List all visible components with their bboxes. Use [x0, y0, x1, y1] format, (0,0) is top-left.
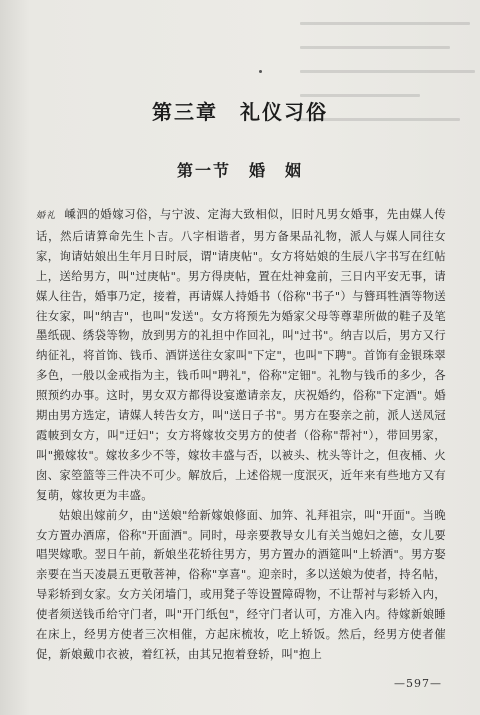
paragraph-lead: 婚礼 — [36, 211, 57, 221]
paragraph-text: 嵊泗的婚嫁习俗，与宁波、定海大致相似，旧时凡男女婚事，先由媒人传话，然后请算命先生卜吉。八字相谐者，男方备果品礼物，派人与媒人同往女家，询请姑娘出生年月日时辰，谓"请庚帖"。女方将姑娘的生辰八字书写在红帖上，送给男方，叫"过庚帖"。男方得庚帖，置在灶神龛前，三日内平安无事，请媒人往告，婚事乃定，接着，再请媒人持婚书（俗称"书子"）与簪珥牲酒等物送往女家，叫"纳吉"，也叫"发送"。女方将预先为婚家父母等尊辈所做的鞋子及笔墨纸砚、绣袋等物，放到男方的礼担中作回礼，叫"过书"。纳吉以后，男方又行纳征礼，将首饰、钱币、酒饼送往女家叫"下定"，也叫"下聘"。首饰有金银珠翠多色，一般以金戒指为主，钱币叫"聘礼"，俗称"定钿"。礼物与钱币的多少，各照预约办事。这时，男女双方都得设宴邀请亲友，庆祝婚约，俗称"下定酒"。婚期由男方选定，请媒人转告女方，叫"送日子书"。男方在娶亲之前，派人送凤冠霞帔到女方，叫"迂妇"；女方将嫁妆交男方的使者（俗称"帮衬"），带回男家，叫"搬嫁妆"。嫁妆多少不等，嫁妆丰盛与否，以被头、枕头等计之，但夜桶、火囱、家箜篮等三件决不可少。解放后，上述俗规一度泯灭，近年来有些地方又有复萌，嫁妆更为丰盛。 — [36, 207, 446, 502]
paragraph — [36, 506, 446, 665]
body-text — [36, 205, 446, 665]
ink-dot — [259, 70, 262, 73]
page-number: —597— — [394, 677, 442, 690]
paragraph-text: 姑娘出嫁前夕，由"送娘"给新嫁娘修面、加笄、礼拜祖宗，叫"开面"。当晚女方置办酒席，俗称"开面酒"。同时，母亲要教导女儿有关当媳妇之德，女儿要唱哭嫁歌。翌日午前，新娘坐花轿往男方，男方置办的酒筵叫"上轿酒"。男方娶亲要在当天凌晨五更敬菩神，俗称"享喜"。迎亲时，多以送娘为使者，持名帖，导彩轿到女家。女方关闭墙门，或用凳子等设置障碍物，不让帮衬与彩轿入内，使者须送钱币给守门者，叫"开门纸包"，经守门者认可，方准入内。待嫁新娘睡在床上，经男方使者三次相催，方起床梳妆，吃上轿饭。然后，经男方使者催促，新娘戴巾衣被，着红袄，由其兄抱着登轿，叫"抱上 — [36, 507, 446, 661]
show-through-text — [300, 0, 480, 150]
paragraph — [36, 205, 446, 506]
section-title: 第一节 婚 姻 — [176, 161, 303, 180]
chapter-title: 第三章 礼仪习俗 — [152, 100, 328, 124]
